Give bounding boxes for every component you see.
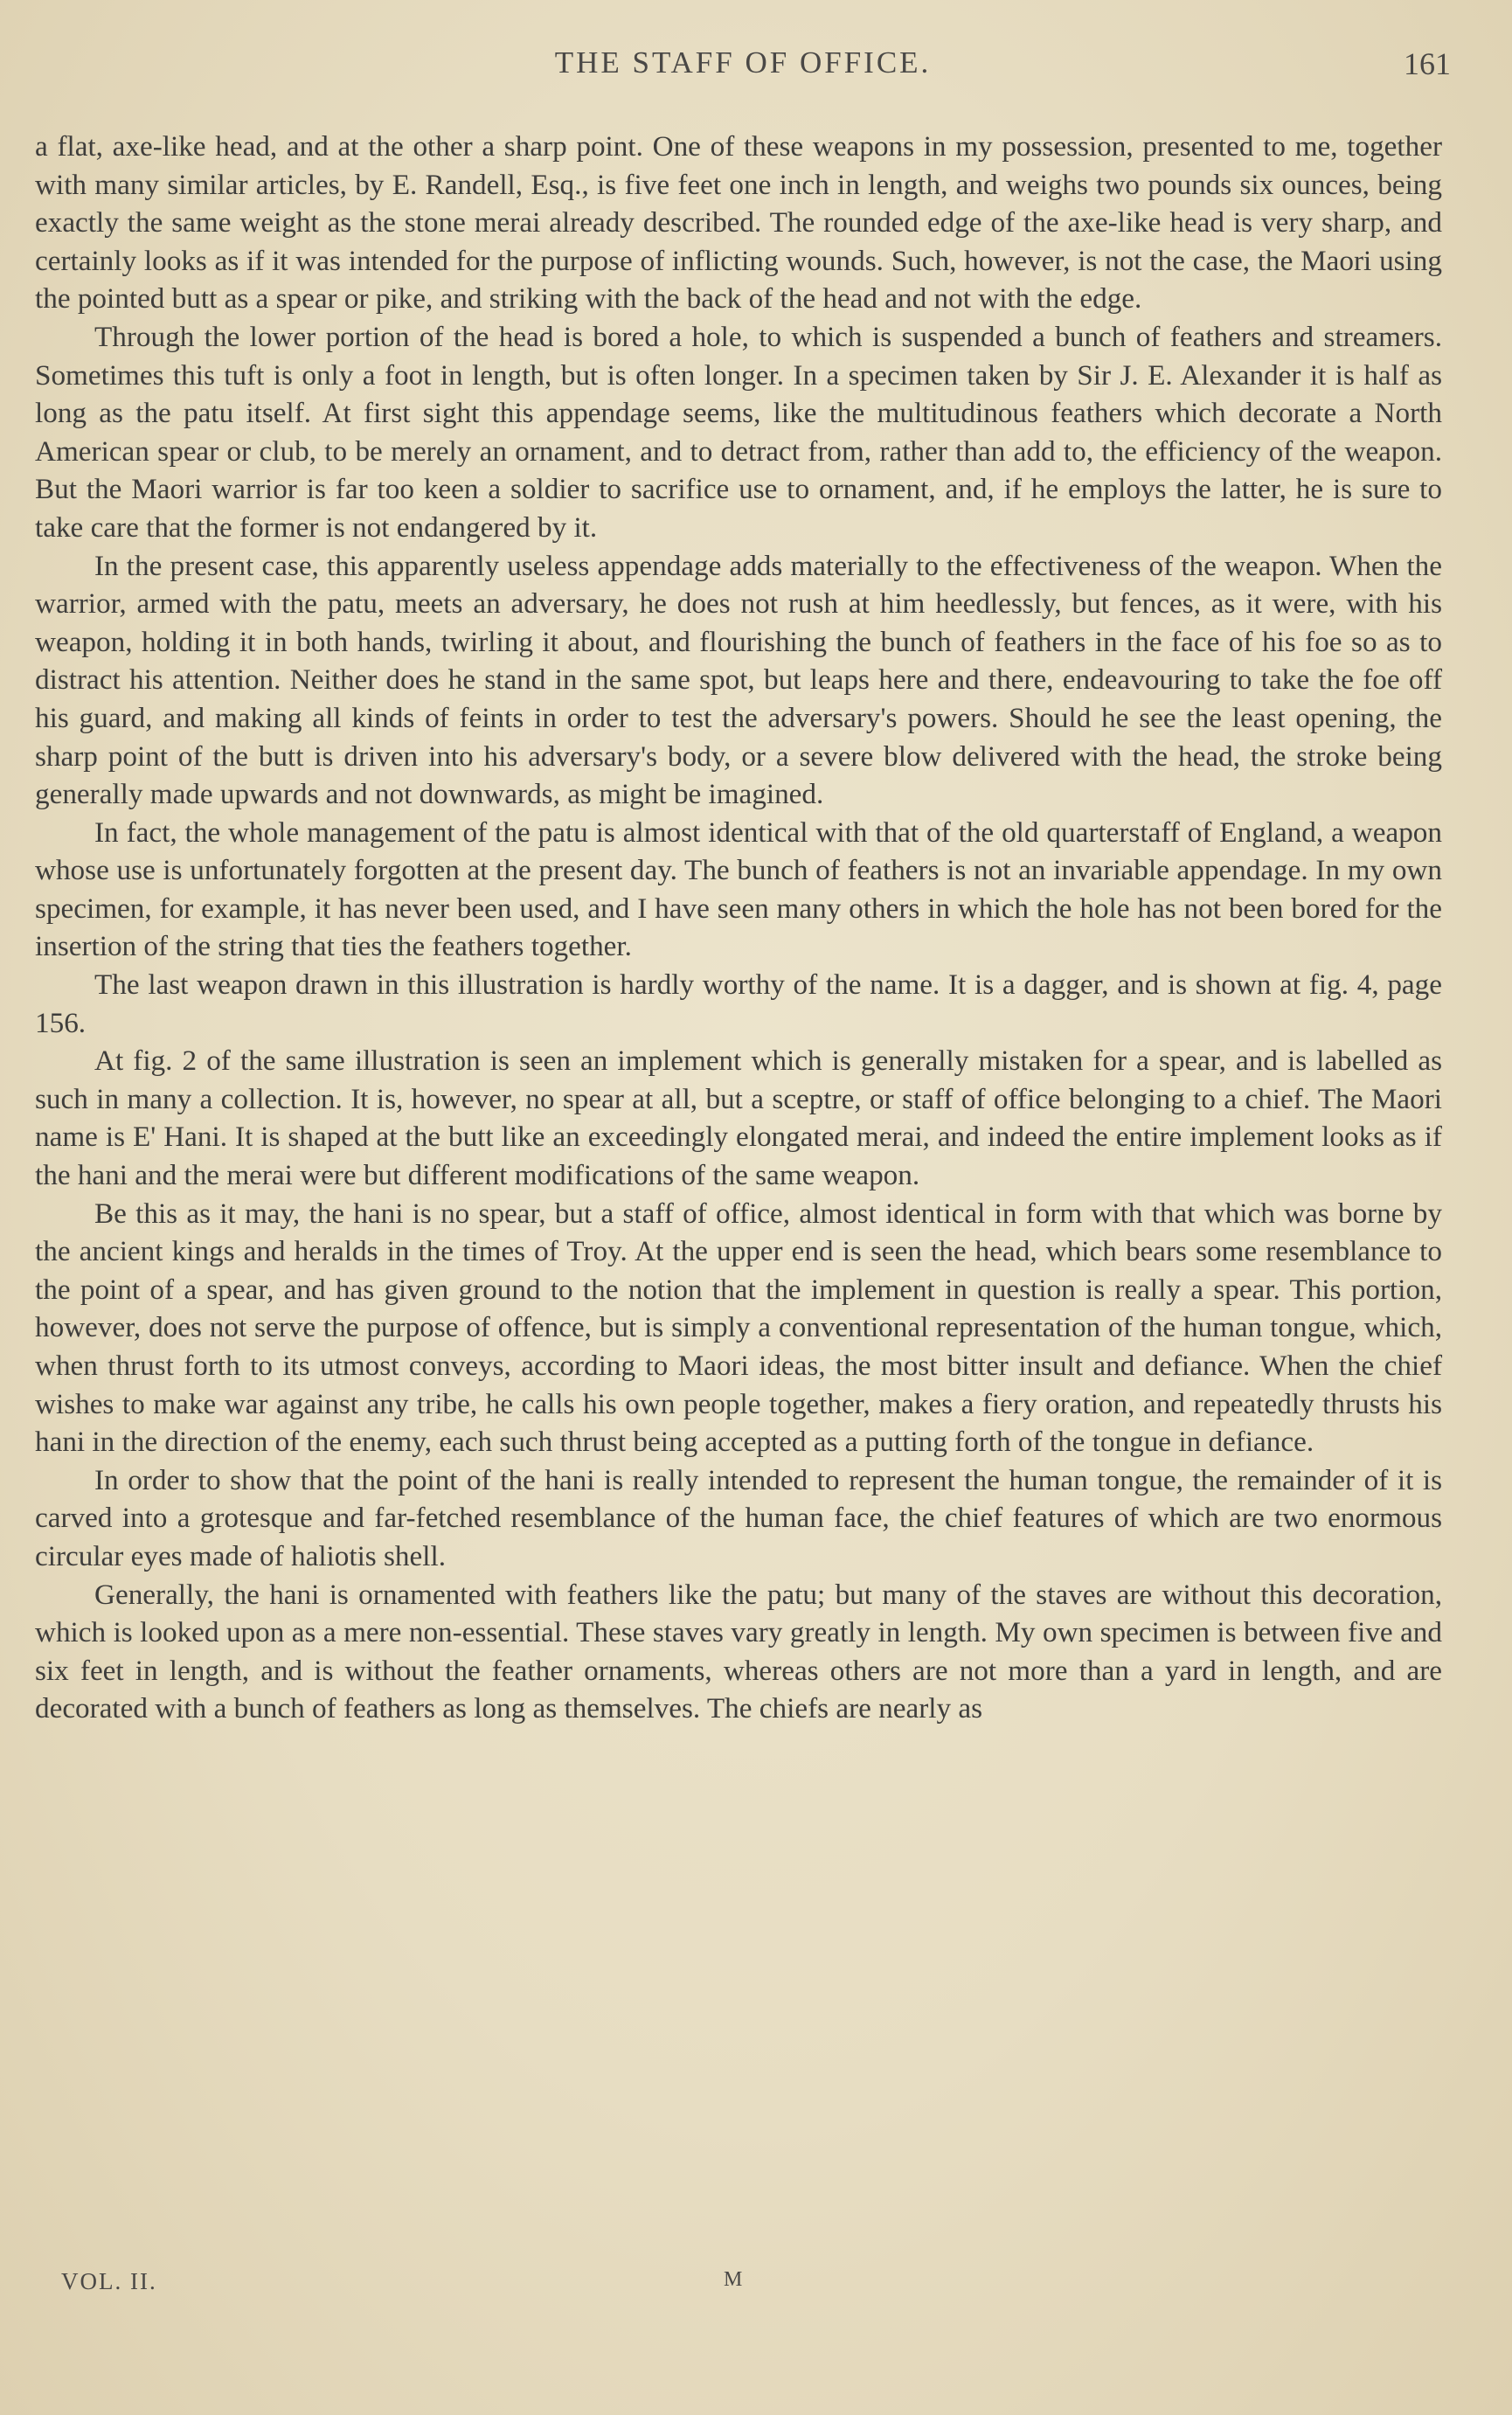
- paragraph: Through the lower portion of the head is bored a hole, to which is suspended a bunch of feathers and streamers. Sometimes this tuft is only a foot in length, but is often longer. In a specimen taken by Sir J. E. Alexander it is half as long as the patu itself. At first sight this appendage seems, like the multitudinous feathers which decorate a North American spear or club, to be merely an ornament, and to detract from, rather than add to, the efficiency of the weapon. But the Maori warrior is far too keen a soldier to sacrifice use to ornament, and, if he employs the latter, he is sure to take care that the former is not endangered by it.: [35, 320, 1442, 544]
- paragraph: The last weapon drawn in this illustration is hardly worthy of the name. It is a dagger, and is shown at fig. 4, page 156.: [35, 968, 1442, 1039]
- body-text: [35, 128, 1442, 1728]
- paragraph: At fig. 2 of the same illustration is seen an implement which is generally mistaken for a spear, and is labelled as such in many a collection. It is, however, no spear at all, but a sceptre, or staff of office belonging to a chief. The Maori name is E' Hani. It is shaped at the butt like an exceedingly elongated merai, and indeed the entire implement looks as if the hani and the merai were but different modifications of the same weapon.: [35, 1044, 1442, 1192]
- paragraph-continued: a flat, axe-like head, and at the other a sharp point. One of these weapons in my possession, presented to me, together with many similar articles, by E. Randell, Esq., is five feet one inch in length, and weighs two pounds six ounces, being exactly the same weight as the stone merai already described. The rounded edge of the axe-like head is very sharp, and certainly looks as if it was intended for the purpose of inflicting wounds. Such, however, is not the case, the Maori using the pointed butt as a spear or pike, and striking with the back of the head and not with the edge.: [35, 130, 1442, 316]
- paragraph: Be this as it may, the hani is no spear, but a staff of office, almost identical in form with that which was borne by the ancient kings and heralds in the times of Troy. At the upper end is seen the head, which bears some resemblance to the point of a spear, and has given ground to the notion that the implement in question is really a spear. This portion, however, does not serve the purpose of offence, but is simply a conventional representation of the human tongue, which, when thrust forth to its utmost conveys, according to Maori ideas, the most bitter insult and defiance. When the chief wishes to make war against any tribe, he calls his own people together, makes a fiery oration, and repeatedly thrusts his hani in the direction of the enemy, each such thrust being accepted as a putting forth of the tongue in defiance.: [35, 1197, 1442, 1459]
- volume-label: VOL. II.: [61, 2268, 157, 2294]
- page-header: [35, 45, 1451, 91]
- paragraph: Generally, the hani is ornamented with feathers like the patu; but many of the staves are without this decoration, which is looked upon as a mere non-essential. These staves vary greatly in length. My own specimen is between five and six feet in length, and is without the feather ornaments, whereas others are not more than a yard in length, and are decorated with a bunch of feathers as long as themselves. The chiefs are nearly as: [35, 1578, 1442, 1725]
- paragraph: In order to show that the point of the hani is really intended to represent the human tongue, the remainder of it is carved into a grotesque and far-fetched resemblance of the human face, the chief features of which are two enormous circular eyes made of haliotis shell.: [35, 1463, 1442, 1572]
- page-number: 161: [1404, 46, 1451, 81]
- page-footer: [61, 2268, 1407, 2303]
- signature-mark: M: [724, 2268, 743, 2291]
- running-head: THE STAFF OF OFFICE.: [554, 45, 932, 80]
- paragraph: In the present case, this apparently useless appendage adds materially to the effectiveness of the weapon. When the warrior, armed with the patu, meets an adversary, he does not rush at him heedlessly, but fences, as it were, with his weapon, holding it in both hands, twirling it about, and flourishing the bunch of feathers in the face of his foe so as to distract his attention. Neither does he stand in the same spot, but leaps here and there, endeavouring to take the foe off his guard, and making all kinds of feints in order to test the adversary's powers. Should he see the least opening, the sharp point of the butt is driven into his adversary's body, or a severe blow delivered with the head, the stroke being generally made upwards and not downwards, as might be imagined.: [35, 549, 1442, 811]
- paragraph: In fact, the whole management of the patu is almost identical with that of the old quarterstaff of England, a weapon whose use is unfortunately forgotten at the present day. The bunch of feathers is not an invariable appendage. In my own specimen, for example, it has never been used, and I have seen many others in which the hole has not been bored for the insertion of the string that ties the feathers together.: [35, 815, 1442, 963]
